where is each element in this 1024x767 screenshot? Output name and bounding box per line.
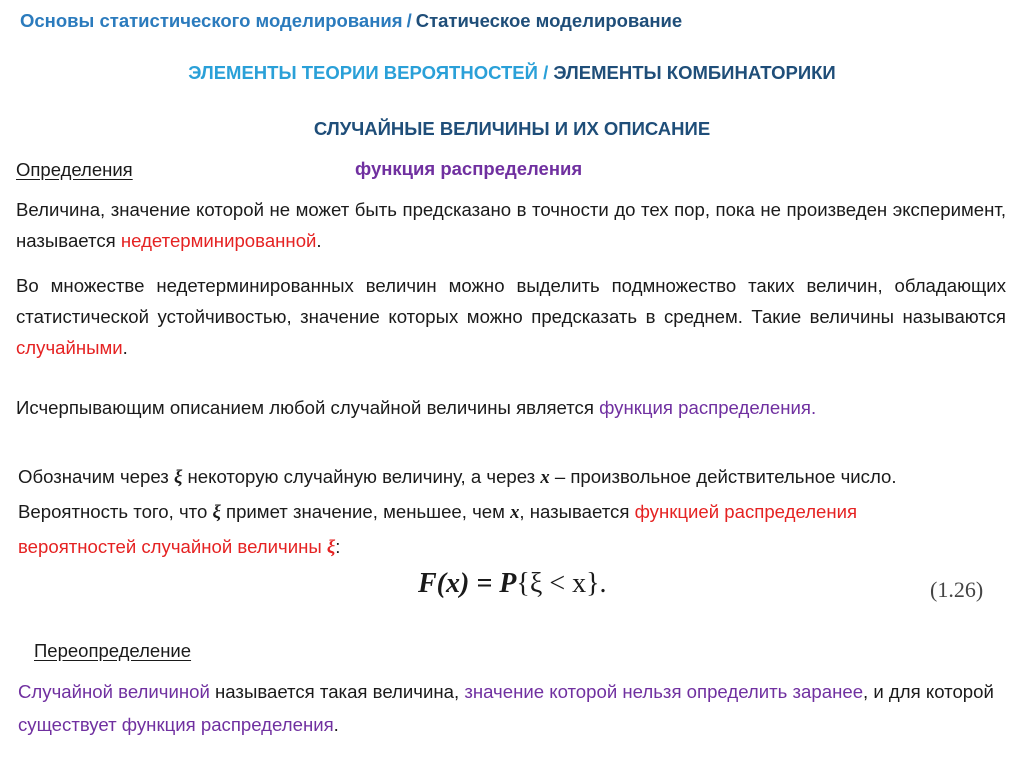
paragraph3-text: Исчерпывающим описанием любой случайной величины является	[16, 397, 600, 418]
breadcrumb	[20, 10, 682, 32]
paragraph-redefinition	[18, 675, 1008, 741]
redefinition-label: Переопределение	[34, 640, 192, 661]
x-symbol: x	[540, 467, 550, 488]
formula-lhs: F(x) = P	[418, 568, 517, 599]
paragraph2-text: Во множестве недетерминированных величин можно выделить подмножество таких величин, обладающих статистической устойчивостью, значение которых можно предсказать в среднем. Такие величины называются	[16, 275, 1006, 327]
section-current: ЭЛЕМЕНТЫ КОМБИНАТОРИКИ	[553, 62, 836, 83]
paragraph-exhaustive	[16, 393, 1006, 423]
paragraph4-t4: примет значение, меньшее, чем	[220, 501, 511, 522]
paragraph1-end: .	[316, 230, 322, 251]
paragraph-nondeterministic	[16, 194, 1006, 256]
equation-number: (1.26)	[930, 577, 984, 602]
paragraph2-end: .	[122, 337, 128, 358]
section-heading	[0, 62, 1024, 84]
formula-rhs: {ξ < x}.	[516, 568, 607, 599]
x-symbol: x	[510, 502, 520, 523]
paragraph1-text: Величина, значение которой не может быть предсказано в точности до тех пор, пока не произведен эксперимент, называется	[16, 199, 1006, 251]
xi-symbol: ξ	[174, 467, 183, 488]
term-nondeterministic: недетерминированной	[120, 230, 317, 251]
paragraph4-t3: – произвольное действительное число. Вероятность того, что	[18, 466, 897, 522]
paragraph-random	[16, 270, 1006, 363]
term-distribution-function: функция распределения.	[599, 397, 817, 418]
paragraph4-t2: некоторую случайную величину, а через	[182, 466, 541, 487]
term-exists-cdf: существует функция распределения	[18, 714, 334, 735]
term-unpredictable: значение которой нельзя определить заранее	[464, 681, 864, 702]
paragraph5-t1: называется такая величина,	[209, 681, 465, 702]
term-cdf: функцией распределения вероятностей случайной величины	[18, 501, 858, 557]
paragraph5-end: .	[333, 714, 339, 735]
section-parent: ЭЛЕМЕНТЫ ТЕОРИИ ВЕРОЯТНОСТЕЙ	[188, 62, 538, 83]
term-random: случайными	[16, 337, 123, 358]
paragraph4-end: :	[335, 536, 341, 557]
xi-symbol: ξ	[326, 537, 336, 558]
xi-symbol: ξ	[212, 502, 221, 523]
definitions-label: Определения	[16, 159, 133, 180]
topic-tag: функция распределения	[355, 158, 583, 179]
paragraph4-t5: , называется	[519, 501, 635, 522]
term-random-variable: Случайной величиной	[18, 681, 210, 702]
breadcrumb-parent: Основы статистического моделирования	[20, 10, 403, 31]
paragraph-definition-cdf	[18, 460, 948, 565]
paragraph5-t2: , и для которой	[863, 681, 994, 702]
breadcrumb-current: Статическое моделирование	[415, 10, 683, 31]
breadcrumb-separator: /	[406, 10, 412, 31]
subtopic-heading: СЛУЧАЙНЫЕ ВЕЛИЧИНЫ И ИХ ОПИСАНИЕ	[313, 118, 711, 139]
section-separator: /	[543, 62, 549, 83]
formula	[418, 568, 607, 600]
paragraph4-t1: Обозначим через	[18, 466, 174, 487]
